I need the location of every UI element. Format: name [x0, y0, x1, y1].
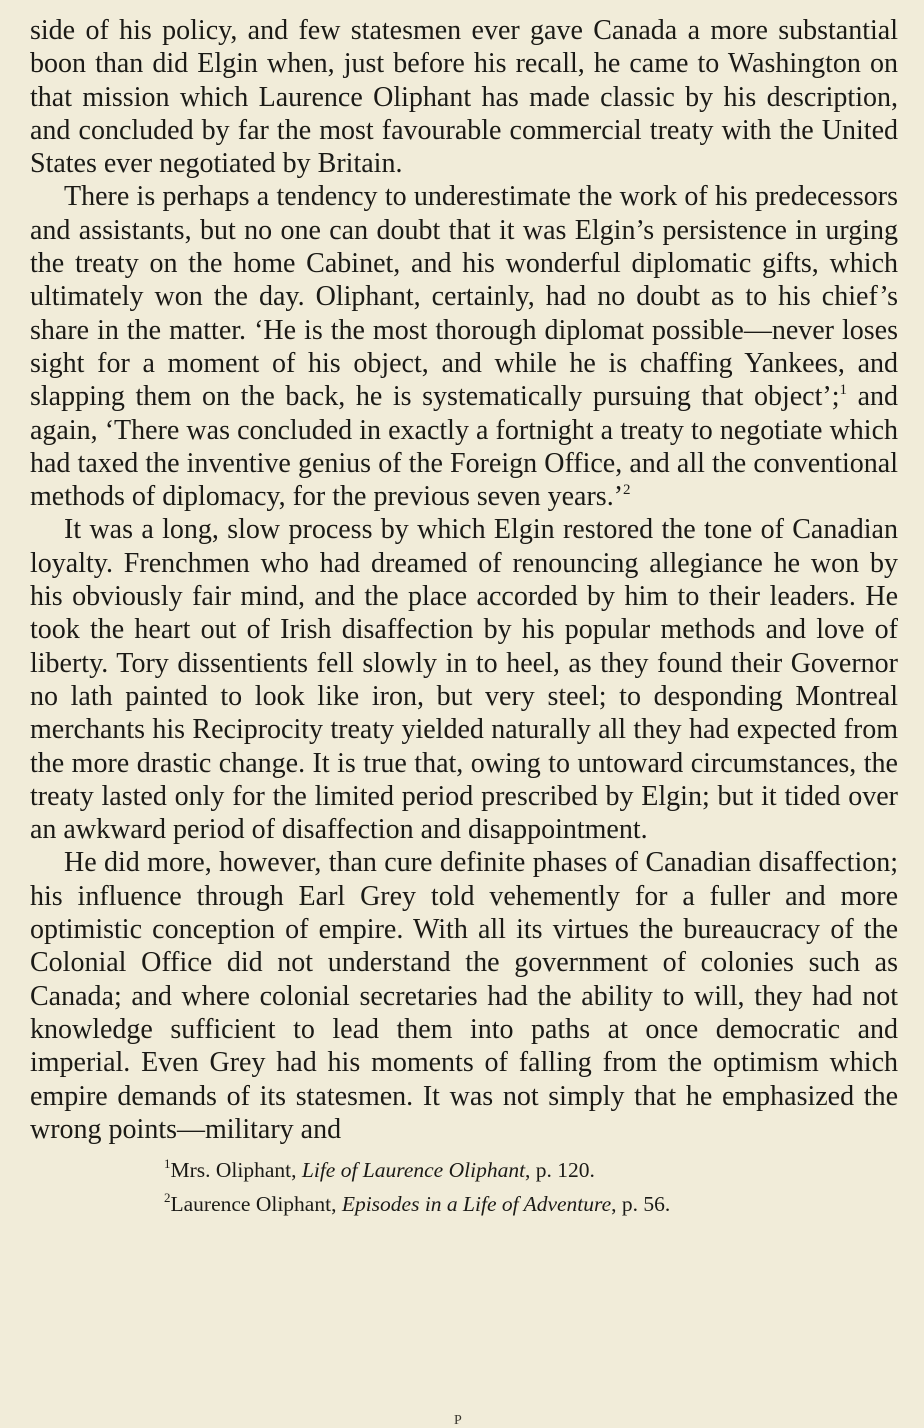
footnote-ref-1: 1 — [839, 382, 847, 399]
paragraph-treaty — [30, 180, 898, 513]
footnote-title: Life of Laurence Oliphant — [301, 1158, 526, 1183]
paragraph-loyalty: It was a long, slow process by which Elgin restored the tone of Canadian loyalty. Frenchmen who had dreamed of renouncing allegiance he won by his obviously fair mind, and the place accorded by him to their leaders. He took the heart out of Irish disaffection by his popular methods and love of liberty. Tory dissentients fell slowly in to heel, as they found their Governor no lath painted to look like iron, but very steel; to desponding Montreal merchants his Reciprocity treaty yielded naturally all they had expected from the more drastic change. It is true that, owing to untoward circumstances, the treaty lasted only for the limited period prescribed by Elgin; but it tided over an awkward period of disaffection and disappointment. — [30, 514, 898, 846]
paragraph-continued: side of his policy, and few statesmen ever gave Canada a more substantial boon than did Elgin when, just before his recall, he came to Washington on that mission which Laurence Oliphant has made classic by his description, and concluded by far the most favourable commercial treaty with the United States ever negotiated by Britain. — [30, 15, 898, 180]
footnote-title: Episodes in a Life of Adventure — [341, 1192, 612, 1217]
footnote-page: , p. 120. — [525, 1158, 595, 1183]
footnote-2 — [30, 1188, 898, 1220]
oliphant-quote-2: ‘There was concluded in exactly a fortnight a treaty to negotiate which had taxed the inventive genius of the Foreign Office, and all the conventional methods of diplomacy, for the previous seven years.’ — [30, 414, 898, 513]
paragraph-empire: He did more, however, than cure definite phases of Canadian disaffection; his influence through Earl Grey told vehemently for a fuller and more optimistic conception of empire. With all its virtues the bureaucracy of the Colonial Office did not understand the government of colonies such as Canada; and where colonial secretaries had the ability to will, they had not knowledge sufficient to lead them into paths at once democratic and imperial. Even Grey had his moments of falling from the optimism which empire demands of its statesmen. It was not simply that he emphasized the wrong points—military and — [30, 847, 898, 1145]
oliphant-quote-1: ‘He is the most thorough diplomat possible—never loses sight for a moment of his object, and while he is chaffing Yankees, and slapping them on the back, he is systematically pursuing that object’; — [30, 314, 899, 413]
footnote-page: , p. 56. — [611, 1192, 671, 1217]
quote-connector: and again, — [30, 381, 899, 446]
footnote-number: 1 — [164, 1156, 171, 1172]
footnote-1 — [30, 1154, 898, 1186]
signature-mark: P — [454, 1413, 462, 1428]
footnote-author: Mrs. Oliphant, — [170, 1158, 302, 1183]
footnote-ref-2: 2 — [623, 482, 631, 499]
body-text — [30, 14, 898, 1146]
footnotes — [30, 1154, 898, 1220]
footnote-author: Laurence Oliphant, — [170, 1192, 342, 1217]
paragraph-treaty-lead: There is perhaps a tendency to underestimate the work of his predecessors and assistants, but no one can doubt that it was Elgin’s persistence in urging the treaty on the home Cabinet, and his wonderful diplomatic gifts, which ultimately won the day. Oliphant, certainly, had no doubt as to his chief’s share in the matter. — [30, 181, 898, 346]
footnote-number: 2 — [164, 1190, 171, 1206]
